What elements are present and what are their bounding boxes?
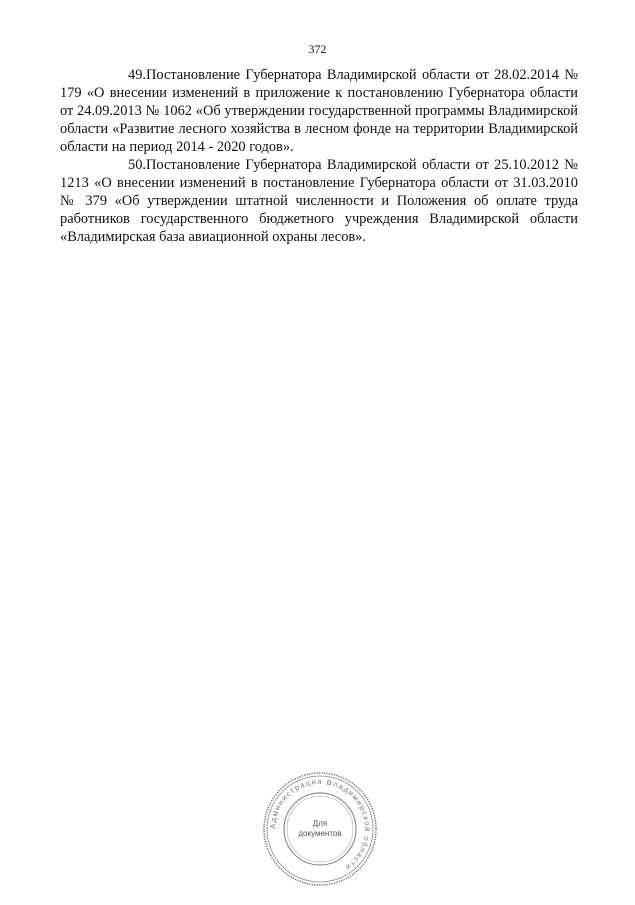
page-number: 372: [308, 42, 327, 56]
stamp-text-line1: Для: [312, 819, 328, 828]
official-stamp: [262, 771, 378, 887]
item-text: Постановление Губернатора Владимирской области от 28.02.2014 № 179 «О внесении изменений в приложение к постановлению Губернатора области от 24.09.2013 № 1062 «Об утверждении государственной программы Владимирской области «Развитие лесного хозяйства в лесном фонде на территории Владимирской области на период 2014 - 2020 годов».: [60, 67, 578, 155]
list-item-50: [60, 156, 578, 246]
document-body: [60, 66, 578, 246]
stamp-text-line2: документов: [298, 829, 342, 838]
item-number: 50.: [128, 157, 146, 173]
item-number: 49.: [128, 67, 146, 83]
list-item-49: [60, 66, 578, 156]
item-text: Постановление Губернатора Владимирской области от 25.10.2012 № 1213 «О внесении изменений в постановление Губернатора области от 31.03.2010 № 379 «Об утверждении штатной численности и Положения об оплате труда работников государственного бюджетного учреждения Владимирской области «Владимирская база авиационной охраны лесов».: [60, 157, 578, 245]
stamp-ring-text: Администрация Владимирской области: [267, 776, 373, 873]
